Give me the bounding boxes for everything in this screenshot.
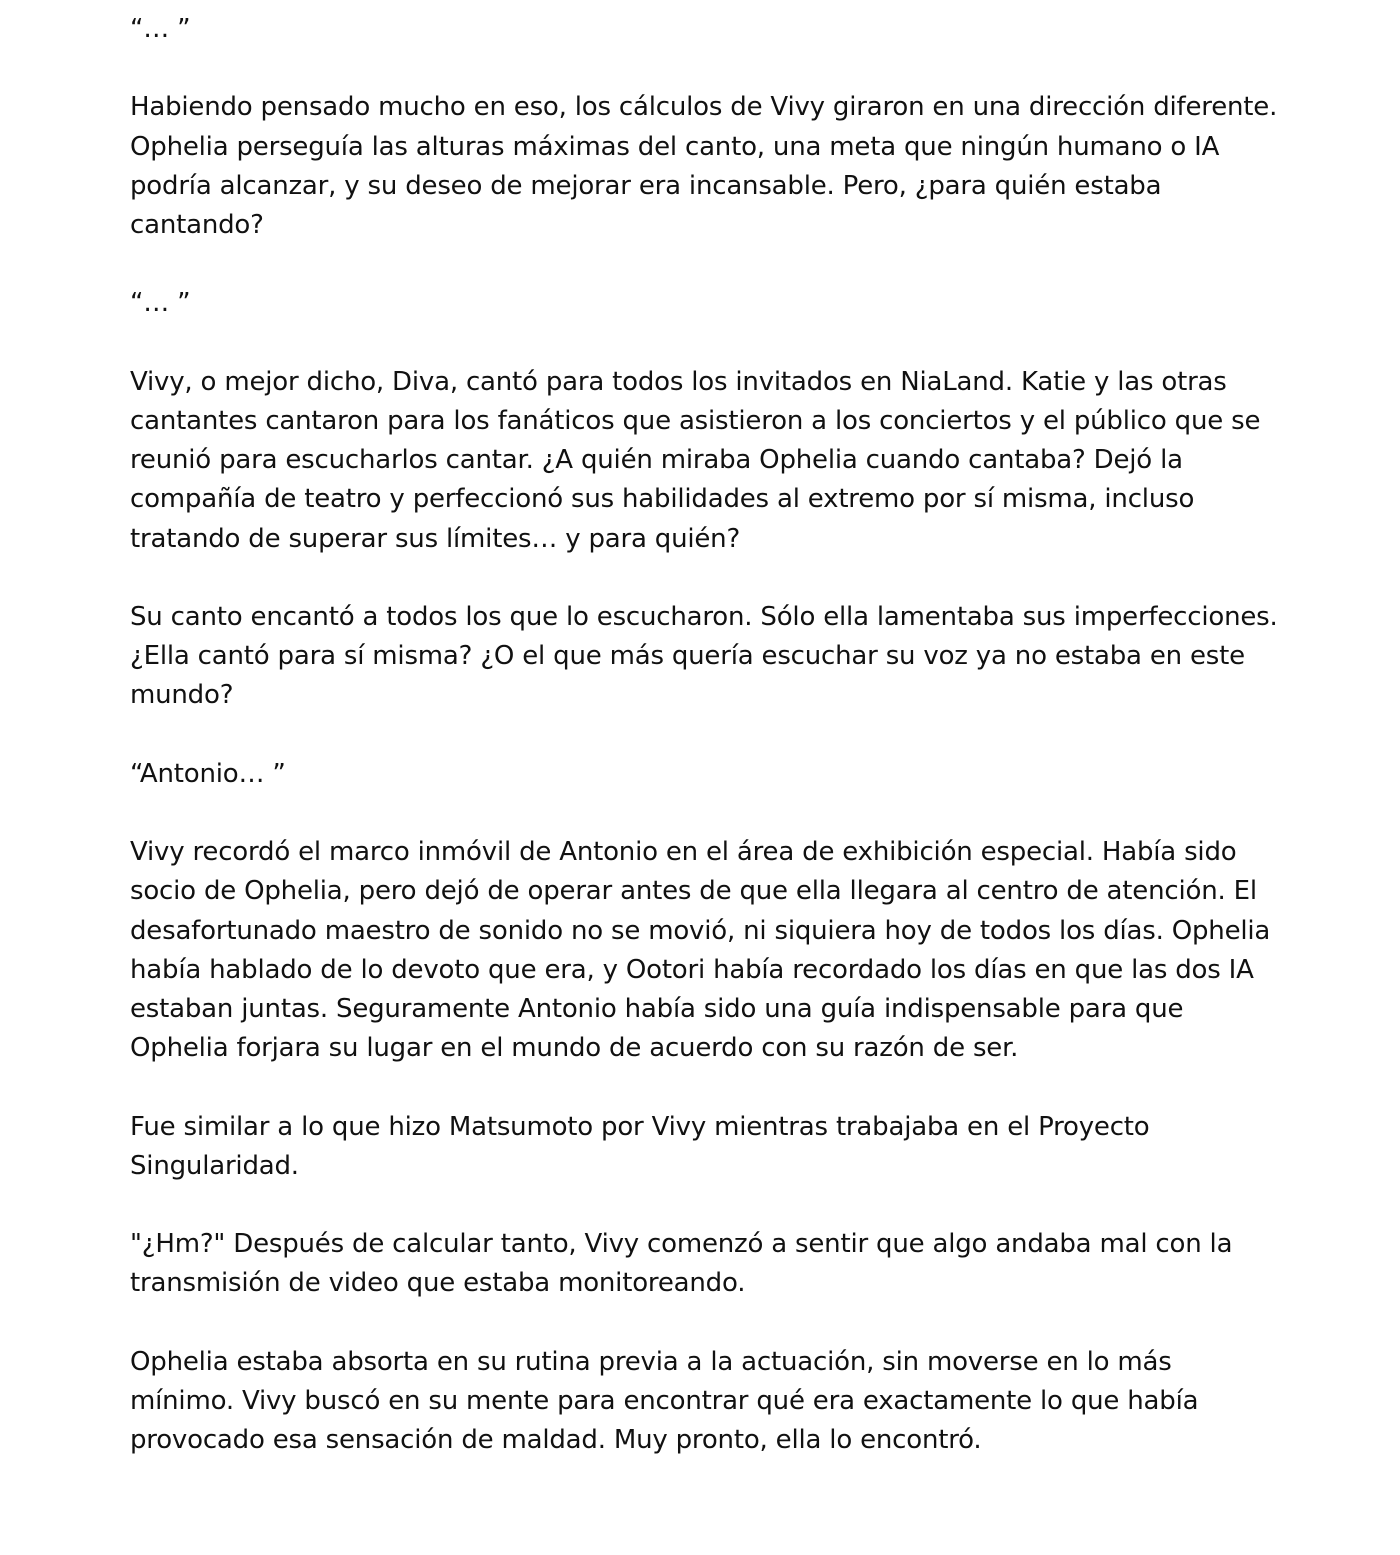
paragraph: Fue similar a lo que hizo Matsumoto por Vivy mientras trabajaba en el Proyecto Singularidad. (130, 1111, 1150, 1181)
paragraph: Vivy recordó el marco inmóvil de Antonio en el área de exhibición especial. Había sido socio de Ophelia, pero dejó de operar antes de que ella llegara al centro de atención. El desafortunado maestro de sonido no se movió, ni siquiera hoy de todos los días. Ophelia había hablado de lo devoto que era, y Ootori había recordado los días en que las dos IA estaban juntas. Seguramente Antonio había sido una guía indispensable para que Ophelia forjara su lugar en el mundo de acuerdo con su razón de ser. (130, 837, 1271, 1064)
paragraph: Su canto encantó a todos los que lo escucharon. Sólo ella lamentaba sus imperfecciones. ¿Ella cantó para sí misma? ¿O el que más quería escuchar su voz ya no estaba en este mundo? (130, 601, 1278, 711)
paragraph: Ophelia estaba absorta en su rutina previa a la actuación, sin moverse en lo más mínimo. Vivy buscó en su mente para encontrar qué era exactamente lo que había provocado esa sensación de maldad. Muy pronto, ella lo encontró. (130, 1346, 1199, 1456)
paragraph-ellipsis-quote: “… ” (130, 14, 191, 44)
document-body (130, 0, 1280, 1500)
paragraph: "¿Hm?" Después de calcular tanto, Vivy comenzó a sentir que algo andaba mal con la transmisión de video que estaba monitoreando. (130, 1229, 1233, 1299)
paragraph-ellipsis-quote: “… ” (130, 288, 191, 319)
paragraph: Vivy, o mejor dicho, Diva, cantó para todos los invitados en NiaLand. Katie y las otras cantantes cantaron para los fanáticos que asistieron a los conciertos y el público que se reunió para escucharlos cantar. ¿A quién miraba Ophelia cuando cantaba? Dejó la compañía de teatro y perfeccionó sus habilidades al extremo por sí misma, incluso tratando de superar sus límites… y para quién? (130, 366, 1261, 554)
paragraph-dialogue: “Antonio… ” (130, 758, 286, 789)
paragraph: Habiendo pensado mucho en eso, los cálculos de Vivy giraron en una dirección diferente. Ophelia perseguía las alturas máximas del canto, una meta que ningún humano o IA podría alcanzar, y su deseo de mejorar era incansable. Pero, ¿para quién estaba cantando? (130, 92, 1278, 240)
